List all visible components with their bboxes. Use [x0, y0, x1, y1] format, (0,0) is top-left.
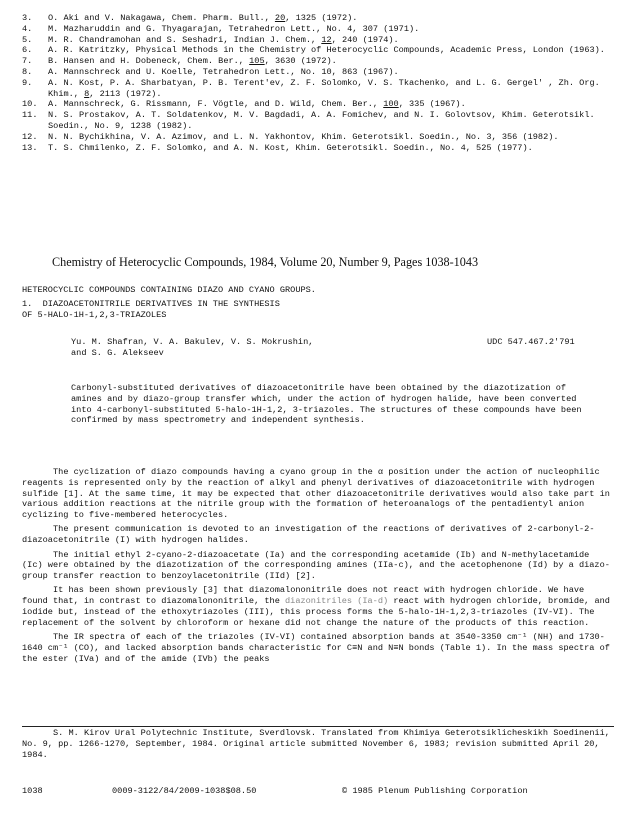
reference-item: [22, 67, 612, 78]
reference-text: A. Mannschreck, G. Rissmann, F. Vögtle, and D. Wild, Chem. Ber., 100, 335 (1967).: [48, 99, 466, 110]
footnote: [22, 726, 614, 760]
paper-title-line2: OF 5-HALO-1H-1,2,3-TRIAZOLES: [22, 309, 167, 320]
reference-number: 8.: [22, 66, 33, 77]
body-paragraph: The cyclization of diazo compounds having a cyano group in the α position under the action of nucleophilic reagents is represented only by the reaction of alkyl and phenyl derivatives of diazoacetonitrile with hydrogen sulfide [1]. At the same time, it may be expected that other diazoacetonitrile derivatives would also take part in various addition reactions at the nitrile group with the formation of heteroanalogs of the pentadientyl anion cyclizing to five-membered heterocycles.: [22, 467, 610, 521]
reference-number: 13.: [22, 142, 38, 153]
journal-line: Chemistry of Heterocyclic Compounds, 1984, Volume 20, Number 9, Pages 1038-1043: [52, 255, 479, 269]
body-text: [22, 467, 614, 668]
reference-text: M. R. Chandramohan and S. Seshadri, Indian J. Chem., 12, 240 (1974).: [48, 34, 399, 45]
reference-text: A. N. Kost, P. A. Sharbatyan, P. B. Terent'ev, Z. F. Solomko, V. S. Tkachenko, and L. G. Gergel' , Zh. Org. Khim., 8, 2113 (1972).: [48, 77, 600, 99]
reference-item: [22, 13, 612, 24]
page-footer: [22, 786, 614, 797]
reference-number: 10.: [22, 99, 38, 110]
reference-text: B. Hansen and H. Dobeneck, Chem. Ber., 105, 3630 (1972).: [48, 56, 337, 67]
reference-text: O. Aki and V. Nakagawa, Chem. Pharm. Bull., 20, 1325 (1972).: [48, 13, 358, 23]
reference-item: [22, 143, 612, 154]
copyright: © 1985 Plenum Publishing Corporation: [342, 786, 528, 796]
reference-item: [22, 56, 612, 67]
reference-text: N. N. Bychikhina, V. A. Azimov, and L. N. Yakhontov, Khim. Geterotsikl. Soedin., No. 3, 356 (1982).: [48, 131, 559, 142]
footnote-text: S. M. Kirov Ural Polytechnic Institute, Sverdlovsk. Translated from Khimiya Geterotsiklicheskikh Soedinenii, No. 9, pp. 1266-1270, September, 1984. Original article submitted November 6, 1983; revision submitted April 20, 1984.: [22, 728, 610, 760]
reference-text: T. S. Chmilenko, Z. F. Solomko, and A. N. Kost, Khim. Geterotsikl. Soedin., No. 4, 525 (1977).: [48, 142, 533, 153]
paper-title: [22, 299, 280, 321]
authors-line2: and S. G. Alekseev: [71, 347, 164, 358]
reference-item: [22, 110, 612, 132]
reference-text: M. Mazharuddin and G. Thyagarajan, Tetrahedron Lett., No. 4, 307 (1971).: [48, 23, 420, 34]
abstract: Carbonyl-substituted derivatives of diazoacetonitrile have been obtained by the diazotization of amines and by diazo-group transfer which, under the action of hydrogen halide, have been converted into 4-carbonyl-substituted 5-halo-1H-1,2, 3-triazoles. The structures of these compounds have been confirmed by mass spectrometry and independent synthesis.: [71, 383, 582, 426]
paper-title-line1: 1. DIAZOACETONITRILE DERIVATIVES IN THE SYNTHESIS: [22, 299, 280, 309]
udc-code: UDC 547.467.2'791: [487, 337, 575, 347]
series-title: HETEROCYCLIC COMPOUNDS CONTAINING DIAZO AND CYANO GROUPS.: [22, 285, 316, 295]
reference-number: 7.: [22, 56, 33, 67]
reference-item: [22, 35, 612, 46]
reference-item: [22, 78, 612, 100]
reference-number: 6.: [22, 45, 33, 56]
issn-code: 0009-3122/84/2009-1038$08.50: [112, 786, 257, 796]
reference-number: 5.: [22, 34, 33, 45]
reference-number: 9.: [22, 77, 33, 88]
reference-list: [22, 13, 612, 153]
reference-text: A. Mannschreck and U. Koelle, Tetrahedron Lett., No. 10, 863 (1967).: [48, 66, 399, 77]
reference-text: N. S. Prostakov, A. T. Soldatenkov, M. V. Bagdadi, A. A. Fomichev, and N. I. Golovtsov, Khim. Geterotsikl. Soedin., No. 9, 1238 (1982).: [48, 110, 595, 131]
reference-item: [22, 24, 612, 35]
authors-line1: Yu. M. Shafran, V. A. Bakulev, V. S. Mokrushin,: [71, 337, 314, 347]
page-number: 1038: [22, 786, 43, 796]
reference-text: A. R. Katritzky, Physical Methods in the Chemistry of Heterocyclic Compounds, Academic Press, London (1963).: [48, 45, 605, 56]
reference-number: 11.: [22, 110, 38, 121]
reference-number: 4.: [22, 23, 33, 34]
body-paragraph: The present communication is devoted to an investigation of the reactions of derivatives of 2-carbonyl-2-diazoacetonitrile (I) with hydrogen halides.: [22, 524, 595, 546]
reference-number: 3.: [22, 13, 33, 23]
body-paragraph: The initial ethyl 2-cyano-2-diazoacetate (Ia) and the corresponding acetamide (Ib) and N-methylacetamide (Ic) were obtained by the diazotization of the corresponding amines (IIa-c), and the acetophenone (Id) by a diazo-group transfer reaction to benzoylacetonitrile (IId) [2].: [22, 549, 610, 582]
reference-item: [22, 45, 612, 56]
body-paragraph: It has been shown previously [3] that diazomalononitrile does not react with hydrogen chloride. We have found that, in contrast to diazomalononitrile, the diazonitriles (Ia-d) react with hydrogen chloride, bromide, and iodide but, instead of the ethoxytriazoles (III), this process forms the 5-halo-1H-1,2,3-triazoles (IV-VI). The replacement of the solvent by chloroform or hexane did not change the nature of the products of this reaction.: [22, 585, 610, 628]
reference-item: [22, 132, 612, 143]
reference-number: 12.: [22, 131, 38, 142]
reference-item: [22, 99, 612, 110]
body-paragraph: The IR spectra of each of the triazoles (IV-VI) contained absorption bands at 3540-3350 cm⁻¹ (NH) and 1730-1640 cm⁻¹ (CO), and lacked absorption bands characteristic for C≡N and N≡N bonds (Table 1). In the mass spectra of the ester (IVa) and of the amide (IVb) the peaks: [22, 632, 610, 664]
